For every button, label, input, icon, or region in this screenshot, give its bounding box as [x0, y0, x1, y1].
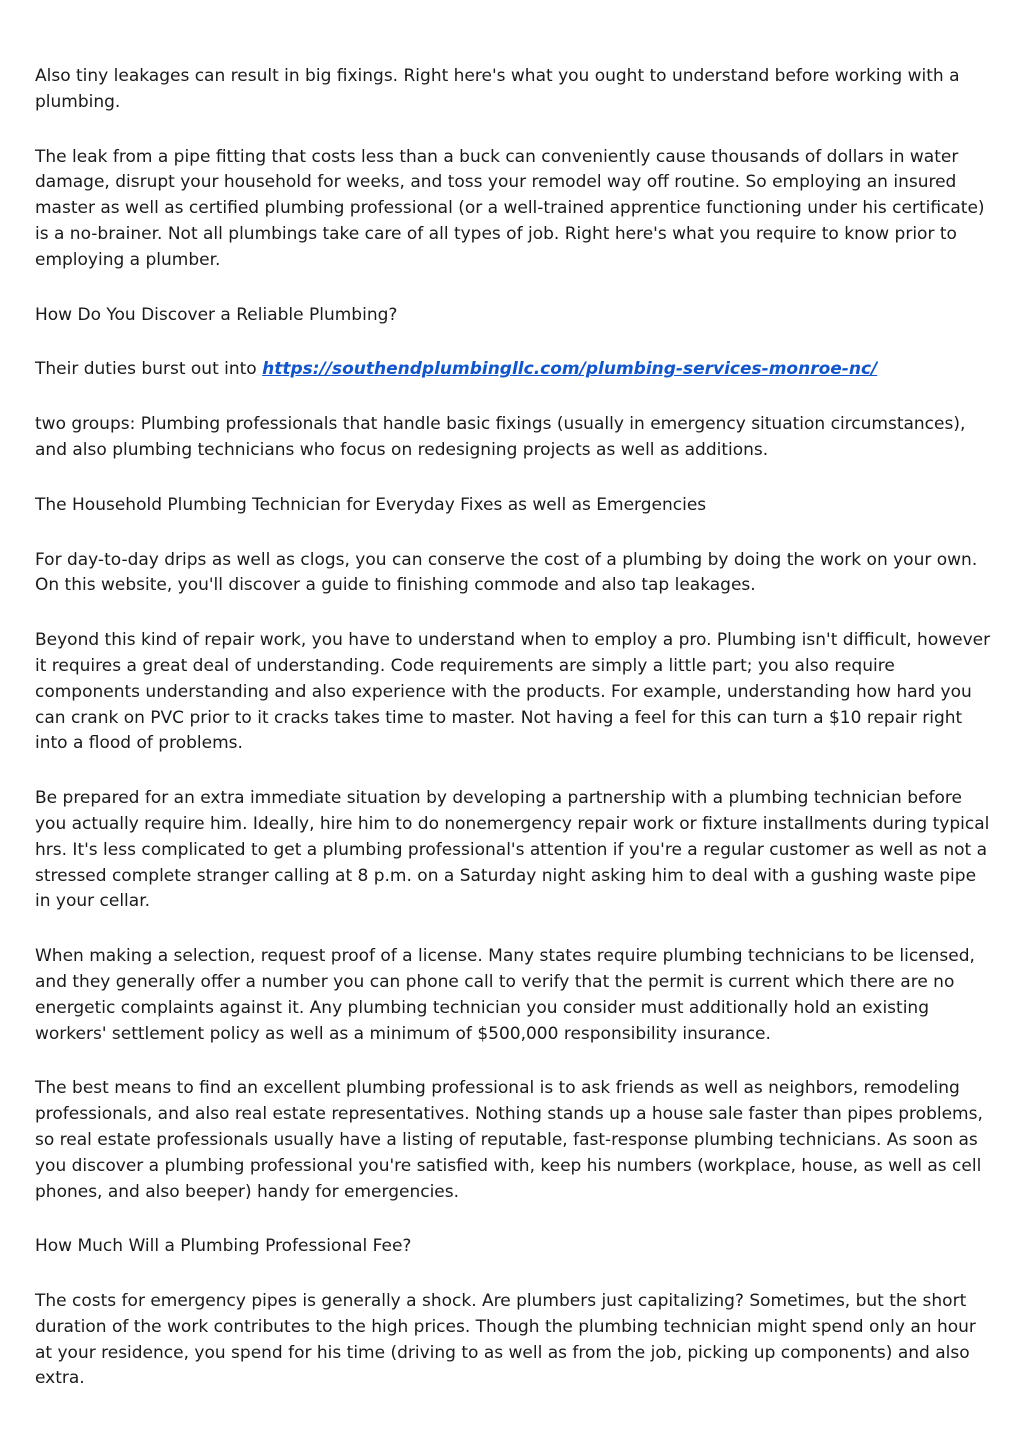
paragraph-leak-cost: The leak from a pipe fitting that costs less than a buck can conveniently cause thousands of dollars in water damage, disrupt your household for weeks, and toss your remodel way off routine. So employing an insured master as well as certified plumbing professional (or a well-trained apprentice functioning under his certificate) is a no-brainer. Not all plumbings take care of all types of job. Right here's what you require to know prior to employing a plumber. [35, 146, 985, 270]
paragraph-emergency-costs: The costs for emergency pipes is generally a shock. Are plumbers just capitalizing? Sometimes, but the short duration of the work contributes to the high prices. Though the plumbing technician might spend only an hour at your residence, you spend for his time (driving to as well as from the job, picking up components) and also extra. [35, 1291, 976, 1389]
plumbing-services-link[interactable]: https://southendplumbingllc.com/plumbing-services-monroe-nc/ [262, 359, 878, 380]
paragraph-hire-pro: Beyond this kind of repair work, you have to understand when to employ a pro. Plumbing isn't difficult, however it requires a great deal of understanding. Code requirements are simply a little part; you also require components understanding and also experience with the products. For example, understanding how hard you can crank on PVC prior to it cracks takes time to master. Not having a feel for this can turn a $10 repair right into a flood of problems. [35, 630, 991, 754]
paragraph-intro: Also tiny leakages can result in big fixings. Right here's what you ought to understand before working with a plumbing. [35, 66, 960, 112]
paragraph-license: When making a selection, request proof of a license. Many states require plumbing technicians to be licensed, and they generally offer a number you can phone call to verify that the permit is current which there are no energetic complaints against it. Any plumbing technician you consider must additionally hold an existing workers' settlement policy as well as a minimum of $500,000 responsibility insurance. [35, 946, 975, 1044]
paragraph-be-prepared: Be prepared for an extra immediate situation by developing a partnership with a plumbing technician before you actually require him. Ideally, hire him to do nonemergency repair work or fixture installments during typical hrs. It's less complicated to get a plumbing professional's attention if you're a regular customer as well as not a stressed complete stranger calling at 8 p.m. on a Saturday night asking him to deal with a gushing waste pipe in your cellar. [35, 788, 990, 912]
heading-plumber-fee: How Much Will a Plumbing Professional Fee? [35, 1236, 412, 1257]
paragraph-duties [35, 357, 995, 383]
paragraph-two-groups: two groups: Plumbing professionals that handle basic fixings (usually in emergency situation circumstances), and also plumbing technicians who focus on redesigning projects as well as additions. [35, 414, 966, 460]
heading-household-plumbing: The Household Plumbing Technician for Everyday Fixes as well as Emergencies [35, 494, 707, 515]
paragraph-find-plumber: The best means to find an excellent plumbing professional is to ask friends as well as neighbors, remodeling professionals, and also real estate representatives. Nothing stands up a house sale faster than pipes problems, so real estate professionals usually have a listing of reputable, fast-response plumbing technicians. As soon as you discover a plumbing professional you're satisfied with, keep his numbers (workplace, house, as well as cell phones, and also beeper) handy for emergencies. [35, 1078, 983, 1202]
document-body [35, 64, 995, 1421]
duties-text: Their duties burst out into [35, 359, 263, 380]
paragraph-drips-clogs: For day-to-day drips as well as clogs, you can conserve the cost of a plumbing by doing the work on your own. On this website, you'll discover a guide to finishing commode and also tap leakages. [35, 549, 978, 596]
heading-find-reliable-plumbing: How Do You Discover a Reliable Plumbing? [35, 304, 398, 325]
